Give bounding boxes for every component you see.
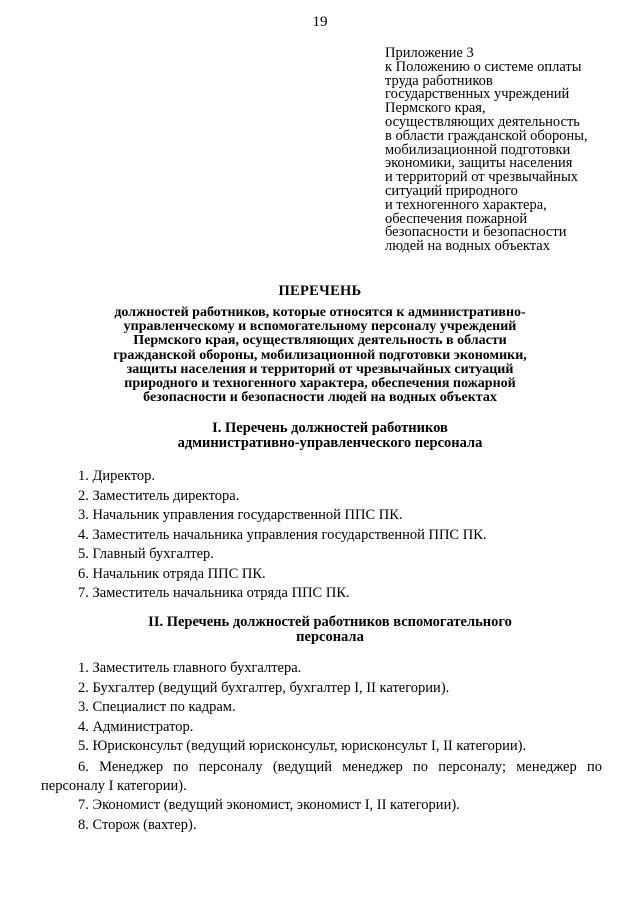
list-item: 1. Заместитель главного бухгалтера. <box>78 660 302 676</box>
list-item: 5. Юрисконсульт (ведущий юрисконсульт, юрисконсульт I, II категории). <box>78 738 527 754</box>
list-item: 4. Заместитель начальника управления государственной ППС ПК. <box>78 526 487 543</box>
appendix-line: осуществляющих деятельность <box>385 113 580 130</box>
appendix-line: мобилизационной подготовки <box>385 141 571 158</box>
subtitle-line: должностей работников, которые относятся к административно- <box>114 305 526 320</box>
list-item: 7. Заместитель начальника отряда ППС ПК. <box>78 585 350 601</box>
section-1-heading <box>80 421 580 450</box>
appendix-reference <box>385 47 630 254</box>
section-heading-line: I. Перечень должностей работников <box>212 420 448 436</box>
appendix-line: Приложение 3 <box>385 45 474 61</box>
appendix-line: труда работников <box>385 72 493 89</box>
list-item: 2. Бухгалтер (ведущий бухгалтер, бухгалтер I, II категории). <box>78 679 450 696</box>
page-number: 19 <box>312 14 328 30</box>
appendix-line: и территорий от чрезвычайных <box>385 169 578 186</box>
section-heading-line: персонала <box>296 628 364 645</box>
document-title: ПЕРЕЧЕНЬ <box>278 283 362 299</box>
appendix-line: в области гражданской обороны, <box>385 127 588 144</box>
appendix-line: обеспечения пожарной <box>385 210 528 227</box>
appendix-line: и техногенного характера, <box>385 196 547 213</box>
subtitle-line: природного и техногенного характера, обеспечения пожарной <box>124 376 516 392</box>
list-item: 6. Начальник отряда ППС ПК. <box>78 565 266 582</box>
list-item: 3. Специалист по кадрам. <box>78 699 236 715</box>
appendix-line: ситуаций природного <box>385 182 518 199</box>
appendix-line: безопасности и безопасности <box>385 224 567 241</box>
list-item: 5. Главный бухгалтер. <box>78 546 214 562</box>
appendix-line: Пермского края, <box>385 100 486 117</box>
appendix-line: экономики, защиты населения <box>385 155 573 172</box>
subtitle-line: гражданской обороны, мобилизационной подготовки экономики, <box>113 347 527 363</box>
list-item: 7. Экономист (ведущий экономист, экономист I, II категории). <box>78 797 460 813</box>
appendix-line: к Положению о системе оплаты <box>385 58 582 75</box>
subtitle-line: управленческому и вспомогательному персоналу учреждений <box>123 319 517 335</box>
section-2-heading <box>80 615 580 644</box>
section-heading-line: административно-управленческого персонала <box>177 434 483 451</box>
list-item: 3. Начальник управления государственной ППС ПК. <box>78 507 403 523</box>
appendix-line: людей на водных объектах <box>385 238 550 255</box>
section-heading-line: II. Перечень должностей работников вспомогательного <box>148 614 512 630</box>
appendix-line: государственных учреждений <box>385 86 570 103</box>
subtitle-line: защиты населения и территорий от чрезвычайных ситуаций <box>126 361 514 377</box>
list-item: 1. Директор. <box>78 468 155 484</box>
list-item: 8. Сторож (вахтер). <box>78 816 197 833</box>
subtitle-line: безопасности и безопасности людей на водных объектах <box>143 390 497 406</box>
document-subtitle <box>100 306 540 405</box>
list-item: 2. Заместитель директора. <box>78 487 240 504</box>
list-item: 6. Менеджер по персоналу (ведущий менеджер по персоналу; менеджер по персоналу I категории). <box>41 758 602 794</box>
list-item: 4. Администратор. <box>78 718 194 735</box>
subtitle-line: Пермского края, осуществляющих деятельность в области <box>133 333 507 349</box>
